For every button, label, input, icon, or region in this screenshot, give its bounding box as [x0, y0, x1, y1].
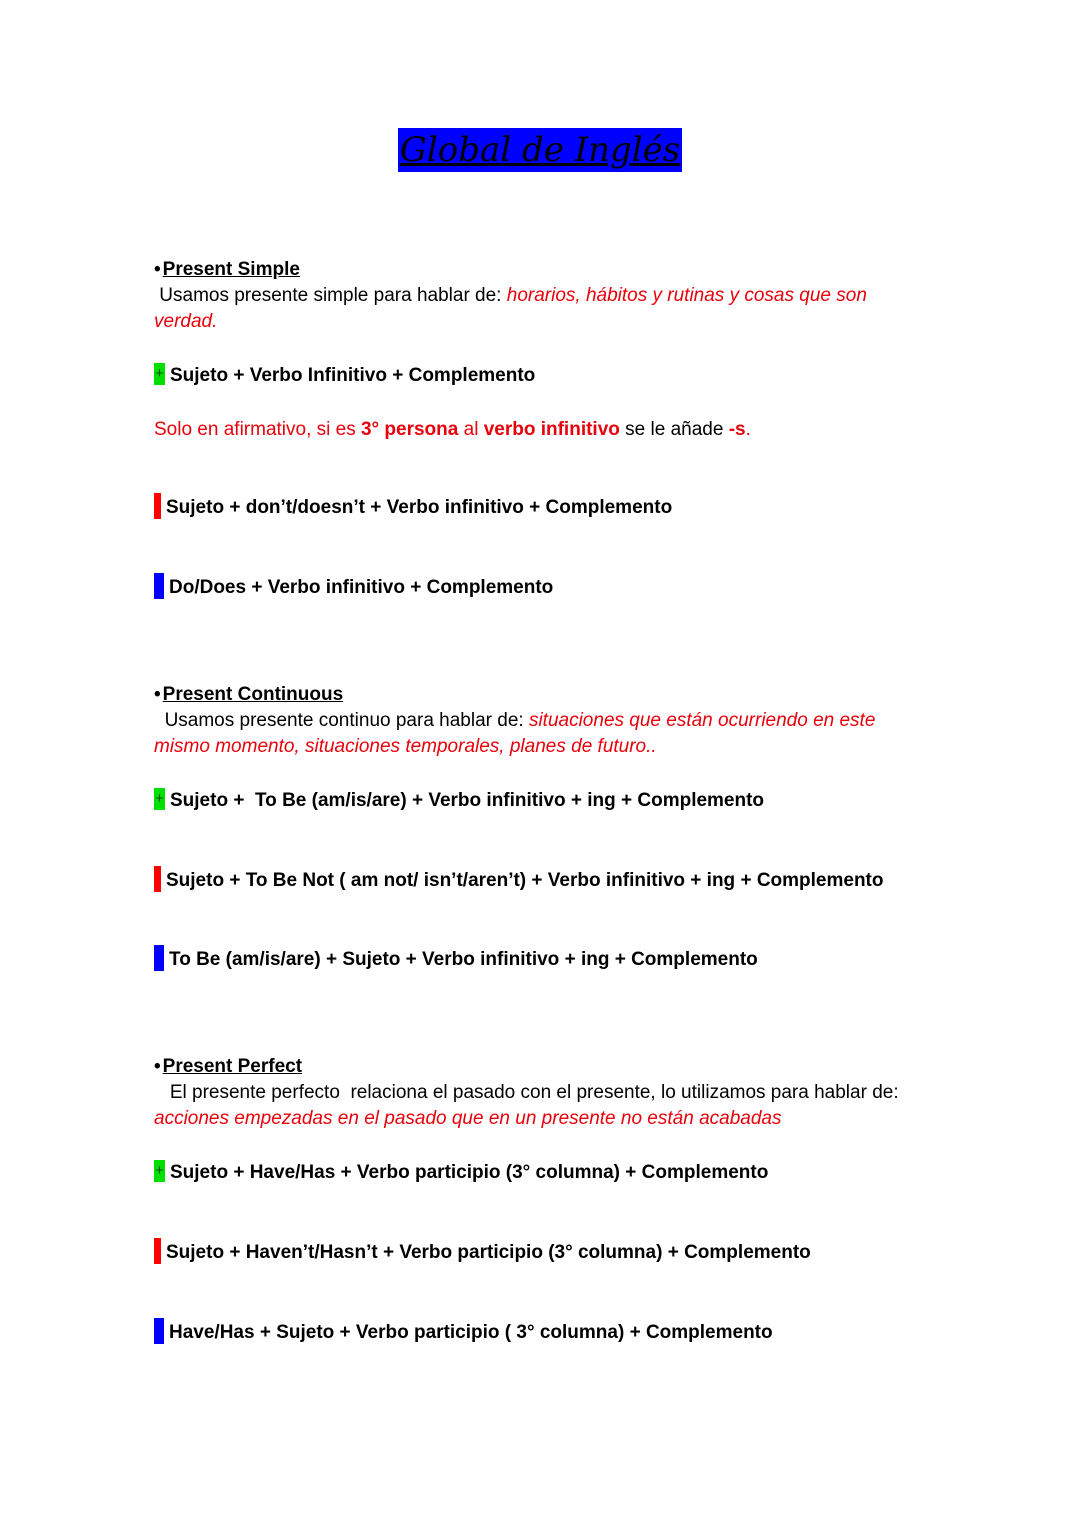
formula-text: Do/Does + Verbo infinitivo + Complemento: [169, 577, 554, 599]
note-part: Solo en afirmativo, si es: [154, 419, 361, 440]
section-present-continuous: [154, 682, 924, 760]
heading-text: Present Simple: [162, 259, 300, 280]
formula-affirmative: [154, 788, 764, 814]
section-description: [154, 1080, 924, 1132]
question-icon: [154, 1318, 164, 1344]
question-icon: [154, 573, 164, 599]
formula-text: Sujeto + To Be Not ( am not/ isn’t/aren’t) + Verbo infinitivo + ing + Complemento: [166, 870, 884, 892]
section-present-simple: [154, 257, 924, 335]
formula-negative: [154, 1240, 811, 1266]
bullet-icon: •: [154, 684, 161, 705]
question-icon: [154, 945, 164, 971]
note-part: .: [745, 419, 751, 440]
note-bold: -s: [728, 419, 746, 440]
section-heading: [154, 682, 924, 708]
note-bold: 3° persona: [360, 419, 459, 440]
plus-icon: +: [154, 788, 165, 810]
formula-text: Sujeto + To Be (am/is/are) + Verbo infinitivo + ing + Complemento: [170, 790, 765, 811]
minus-icon: [154, 866, 161, 892]
section-present-perfect: [154, 1054, 924, 1132]
description-highlight: situaciones que están ocurriendo en este mismo momento, situaciones temporales, planes de futuro..: [154, 710, 876, 757]
note-part: al: [458, 419, 484, 440]
formula-text: To Be (am/is/are) + Sujeto + Verbo infinitivo + ing + Complemento: [169, 949, 758, 971]
description-highlight: acciones empezadas en el pasado que en un presente no están acabadas: [154, 1108, 782, 1129]
formula-negative: [154, 868, 884, 894]
heading-text: Present Continuous: [162, 684, 344, 705]
section-heading: [154, 257, 924, 283]
description-intro: Usamos presente continuo para hablar de:: [154, 710, 529, 731]
formula-negative: [154, 495, 672, 521]
note-bold: verbo infinitivo: [483, 419, 620, 440]
bullet-icon: •: [154, 1056, 161, 1077]
formula-text: Sujeto + don’t/doesn’t + Verbo infinitivo + Complemento: [166, 497, 673, 519]
plus-icon: +: [154, 1160, 165, 1182]
formula-text: Sujeto + Haven’t/Hasn’t + Verbo participio (3° columna) + Complemento: [166, 1242, 811, 1264]
section-heading: [154, 1054, 924, 1080]
minus-icon: [154, 493, 161, 519]
page-title: Global de Inglés: [399, 130, 681, 170]
plus-icon: +: [154, 363, 165, 385]
description-intro: El presente perfecto relaciona el pasado con el presente, lo utilizamos para hablar de:: [154, 1082, 904, 1103]
description-highlight: horarios, hábitos y rutinas y cosas que son verdad.: [154, 285, 867, 332]
section-description: [154, 283, 924, 335]
formula-question: [154, 1320, 773, 1346]
formula-question: [154, 947, 758, 973]
bullet-icon: •: [154, 259, 161, 280]
formula-text: Have/Has + Sujeto + Verbo participio ( 3° columna) + Complemento: [169, 1322, 773, 1344]
formula-text: Sujeto + Have/Has + Verbo participio (3° columna) + Complemento: [170, 1162, 769, 1183]
formula-question: [154, 575, 553, 601]
title-wrapper: [0, 128, 1080, 172]
formula-affirmative: [154, 1160, 768, 1186]
note-part: se le añade: [619, 419, 729, 440]
heading-text: Present Perfect: [162, 1056, 303, 1077]
formula-text: Sujeto + Verbo Infinitivo + Complemento: [170, 365, 536, 386]
description-intro: Usamos presente simple para hablar de:: [154, 285, 507, 306]
formula-affirmative: [154, 363, 535, 389]
rule-note: [154, 417, 751, 443]
section-description: [154, 708, 924, 760]
minus-icon: [154, 1238, 161, 1264]
